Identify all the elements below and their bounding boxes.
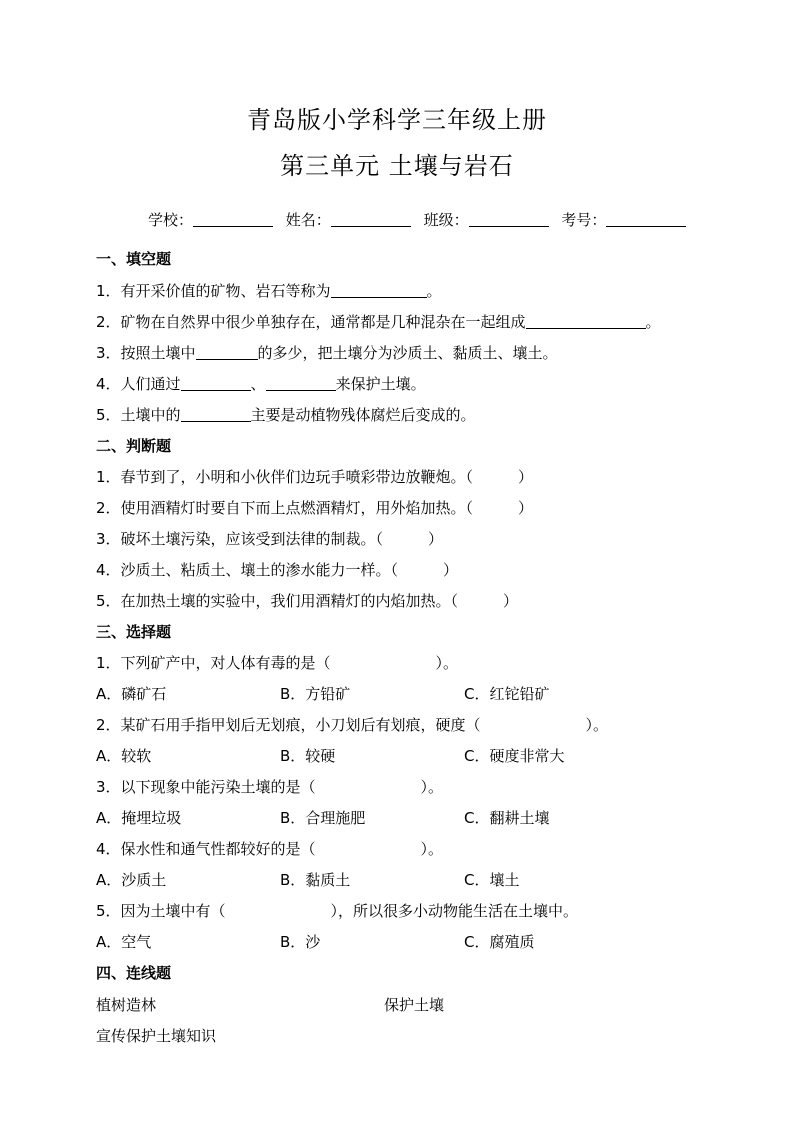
choice-option-c[interactable]: C．壤土 <box>464 871 520 889</box>
class-blank[interactable] <box>469 212 549 227</box>
class-label: 班级： <box>423 211 469 229</box>
choice-question-4: 4．保水性和通气性都较好的是（ ）。 <box>96 840 444 858</box>
section-match-heading: 四、连线题 <box>96 964 172 982</box>
section-judge-heading: 二、判断题 <box>96 437 172 455</box>
choice-option-c[interactable]: C．翻耕土壤 <box>464 809 550 827</box>
choice-option-b[interactable]: B．较硬 <box>280 747 336 765</box>
judge-question-3[interactable]: 3．破坏土壤污染，应该受到法律的制裁。（ ） <box>96 530 444 548</box>
fill-blank[interactable] <box>266 376 336 391</box>
fill-question-2: 2．矿物在自然界中很少单独存在，通常都是几种混杂在一起组成 。 <box>96 313 661 331</box>
choice-option-a[interactable]: A．空气 <box>96 933 152 951</box>
fill-blank[interactable] <box>331 283 427 298</box>
choice-option-c[interactable]: C．红铊铅矿 <box>464 685 550 703</box>
exam-no-blank[interactable] <box>606 212 686 227</box>
judge-question-5[interactable]: 5．在加热土壤的实验中，我们用酒精灯的内焰加热。（ ） <box>96 592 519 610</box>
choice-option-a[interactable]: A．磷矿石 <box>96 685 167 703</box>
exam-no-label: 考号： <box>561 211 607 229</box>
school-label: 学校： <box>148 211 194 229</box>
choice-question-5: 5．因为土壤中有（ ），所以很多小动物能生活在土壤中。 <box>96 902 579 920</box>
match-left-item[interactable]: 宣传保护土壤知识 <box>96 1027 217 1045</box>
choice-option-a[interactable]: A．沙质土 <box>96 871 167 889</box>
choice-option-b[interactable]: B．沙 <box>280 933 321 951</box>
fill-question-4: 4．人们通过 、 来保护土壤。 <box>96 375 426 393</box>
school-blank[interactable] <box>193 212 273 227</box>
fill-question-5: 5．土壤中的 主要是动植物残体腐烂后变成的。 <box>96 406 476 424</box>
section-fill-heading: 一、填空题 <box>96 250 172 268</box>
choice-question-1: 1．下列矿产中，对人体有毒的是（ ）。 <box>96 654 459 672</box>
fill-question-3: 3．按照土壤中 的多少，把土壤分为沙质土、黏质土、壤土。 <box>96 344 558 362</box>
choice-question-2: 2．某矿石用手指甲划后无划痕，小刀划后有划痕，硬度（ ）。 <box>96 716 609 734</box>
page-subtitle: 第三单元 土壤与岩石 <box>280 152 514 180</box>
choice-question-3: 3．以下现象中能污染土壤的是（ ）。 <box>96 778 444 796</box>
fill-blank[interactable] <box>526 314 646 329</box>
judge-question-4[interactable]: 4．沙质土、粘质土、壤土的渗水能力一样。（ ） <box>96 561 459 579</box>
fill-blank[interactable] <box>181 376 251 391</box>
fill-blank[interactable] <box>196 345 258 360</box>
name-blank[interactable] <box>331 212 411 227</box>
choice-option-a[interactable]: A．较软 <box>96 747 152 765</box>
page-title: 青岛版小学科学三年级上册 <box>247 106 547 134</box>
fill-blank[interactable] <box>181 407 251 422</box>
judge-question-1[interactable]: 1．春节到了，小明和小伙伴们边玩手喷彩带边放鞭炮。（ ） <box>96 468 534 486</box>
match-left-item[interactable]: 植树造林 <box>96 996 157 1014</box>
choice-option-b[interactable]: B．方铅矿 <box>280 685 351 703</box>
student-info-row <box>148 209 694 230</box>
choice-option-b[interactable]: B．黏质土 <box>280 871 351 889</box>
fill-question-1: 1．有开采价值的矿物、岩石等称为 。 <box>96 282 442 300</box>
choice-option-b[interactable]: B．合理施肥 <box>280 809 366 827</box>
section-choice-heading: 三、选择题 <box>96 623 172 641</box>
choice-option-c[interactable]: C．腐殖质 <box>464 933 535 951</box>
name-label: 姓名： <box>285 211 331 229</box>
choice-option-c[interactable]: C．硬度非常大 <box>464 747 565 765</box>
match-right-item[interactable]: 保护土壤 <box>384 996 445 1014</box>
judge-question-2[interactable]: 2．使用酒精灯时要自下而上点燃酒精灯，用外焰加热。（ ） <box>96 499 534 517</box>
choice-option-a[interactable]: A．掩埋垃圾 <box>96 809 182 827</box>
